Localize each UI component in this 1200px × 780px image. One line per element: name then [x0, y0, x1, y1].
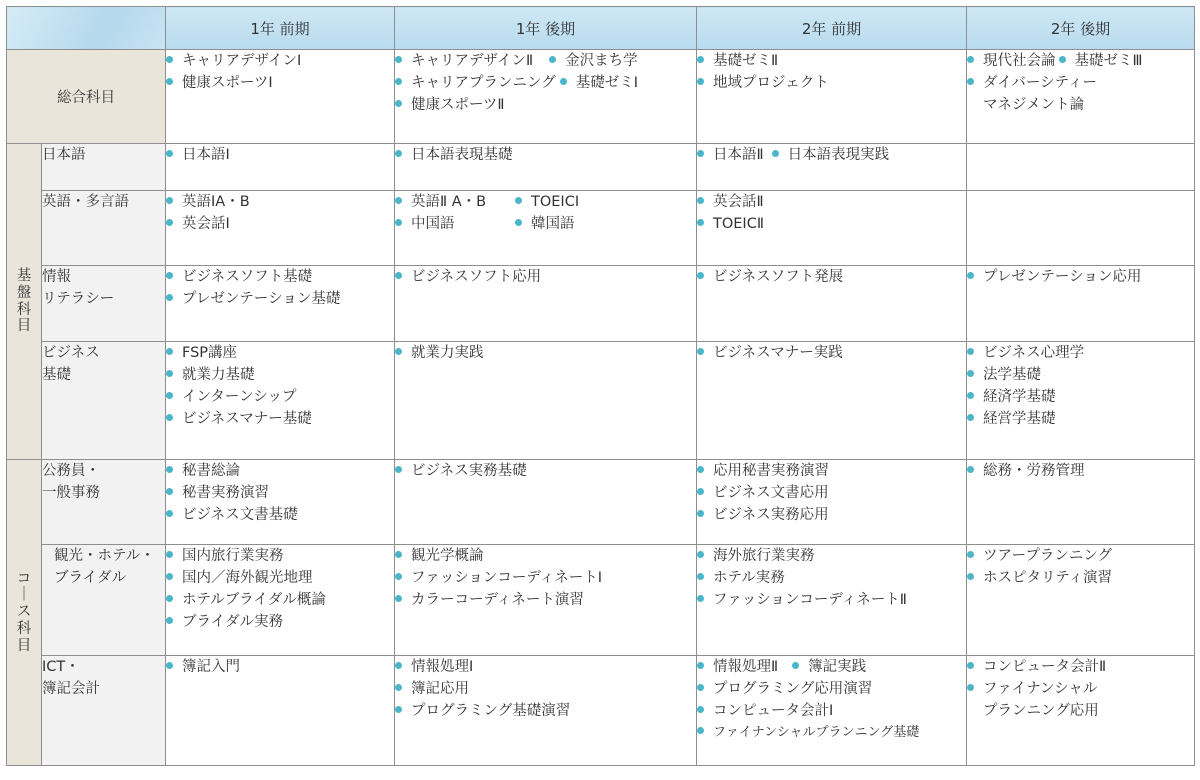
cell-joho-2 — [395, 266, 697, 342]
bullet-icon — [967, 272, 974, 279]
cell-sogo-2 — [395, 50, 697, 144]
bullet-icon — [697, 706, 704, 713]
bullet-icon — [967, 348, 974, 355]
subject-item: 応用秘書実務演習 — [697, 460, 966, 482]
cell-nihongo-3 — [697, 144, 967, 191]
cell-eigo-2 — [395, 191, 697, 266]
header-row — [7, 7, 1195, 50]
subject-item: 日本語Ⅰ — [166, 144, 394, 166]
subject-item: コンピュータ会計Ⅱ — [967, 656, 1194, 678]
cell-joho-3 — [697, 266, 967, 342]
bullet-icon — [515, 197, 522, 204]
vertical-label-char: 盤 — [16, 284, 32, 301]
cell-ict-2 — [395, 656, 697, 766]
subject-line: キャリアデザインⅡ 金沢まち学 — [395, 50, 696, 72]
vertical-label-char: 目 — [16, 637, 32, 654]
bullet-icon — [395, 551, 402, 558]
subject-item: 国内旅行業実務 — [166, 545, 394, 567]
subject-item: 法学基礎 — [967, 364, 1194, 386]
bullet-icon — [560, 78, 567, 85]
bullet-icon — [166, 78, 173, 85]
subject-item: ホテルブライダル概論 — [166, 589, 394, 611]
subject-item: カラーコーディネート演習 — [395, 589, 696, 611]
subject-item: ビジネスソフト発展 — [697, 266, 966, 288]
subject-line: キャリアプランニング 基礎ゼミⅠ — [395, 72, 696, 94]
row-eigo — [7, 191, 1195, 266]
bullet-icon — [967, 684, 974, 691]
bullet-icon — [697, 595, 704, 602]
cell-business-2 — [395, 342, 697, 460]
cell-kanko-3 — [697, 545, 967, 656]
subject-item: ホテル実務 — [697, 567, 966, 589]
bullet-icon — [166, 294, 173, 301]
bullet-icon — [395, 197, 402, 204]
row-sogo — [7, 50, 1195, 144]
cell-nihongo-2 — [395, 144, 697, 191]
sublabel-nihongo: 日本語 — [42, 144, 166, 191]
cell-kanko-2 — [395, 545, 697, 656]
bullet-icon — [395, 272, 402, 279]
vertical-label-char: ス — [16, 604, 32, 621]
sublabel-ict: ICT・ 簿記会計 — [42, 656, 166, 766]
subject-item: 就業力基礎 — [166, 364, 394, 386]
cell-business-3 — [697, 342, 967, 460]
subject-item: ダイバーシティー — [967, 72, 1194, 94]
subject-item: 経営学基礎 — [967, 408, 1194, 430]
cell-komuin-4 — [967, 460, 1195, 545]
bullet-icon — [697, 662, 704, 669]
cell-kanko-4 — [967, 545, 1195, 656]
subject-item: 日本語表現基礎 — [395, 144, 696, 166]
subject-item: ブライダル実務 — [166, 611, 394, 633]
bullet-icon — [697, 551, 704, 558]
cell-nihongo-1 — [166, 144, 395, 191]
subject-item: ビジネスソフト基礎 — [166, 266, 394, 288]
bullet-icon — [395, 706, 402, 713]
subject-item: 秘書実務演習 — [166, 482, 394, 504]
cell-sogo-3 — [697, 50, 967, 144]
bullet-icon — [166, 551, 173, 558]
header-2-second: 2年 後期 — [967, 7, 1195, 50]
curriculum-table — [6, 6, 1195, 766]
sublabel-eigo: 英語・多言語 — [42, 191, 166, 266]
bullet-icon — [166, 197, 173, 204]
bullet-icon — [166, 510, 173, 517]
subject-item: コンピュータ会計Ⅰ — [697, 700, 966, 722]
subject-item: ビジネス文書応用 — [697, 482, 966, 504]
bullet-icon — [395, 573, 402, 580]
subject-item: TOEICⅡ — [697, 213, 966, 235]
row-business — [7, 342, 1195, 460]
subject-line: 情報処理Ⅱ 簿記実践 — [697, 656, 966, 678]
vertical-label — [17, 571, 32, 654]
subject-item: キャリアデザインⅠ — [166, 50, 394, 72]
header-1-second: 1年 後期 — [395, 7, 697, 50]
subject-item: 情報処理Ⅰ — [395, 656, 696, 678]
subject-item: プログラミング応用演習 — [697, 678, 966, 700]
row-komuin — [7, 460, 1195, 545]
cell-komuin-3 — [697, 460, 967, 545]
subject-item: ファッションコーディネートⅠ — [395, 567, 696, 589]
vertical-label-char: ｜ — [16, 587, 32, 604]
bullet-icon — [166, 150, 173, 157]
subject-item: 秘書総論 — [166, 460, 394, 482]
bullet-icon — [697, 56, 704, 63]
cell-business-4 — [967, 342, 1195, 460]
bullet-icon — [395, 150, 402, 157]
subject-item: 就業力実践 — [395, 342, 696, 364]
subject-item: 健康スポーツⅡ — [395, 94, 696, 116]
bullet-icon — [166, 56, 173, 63]
bullet-icon — [967, 56, 974, 63]
group-label-course — [7, 460, 42, 766]
bullet-icon — [166, 617, 173, 624]
row-ict — [7, 656, 1195, 766]
subject-item: 基礎ゼミⅡ — [697, 50, 966, 72]
bullet-icon — [967, 78, 974, 85]
bullet-icon — [395, 100, 402, 107]
subject-item: ビジネス実務基礎 — [395, 460, 696, 482]
bullet-icon — [395, 219, 402, 226]
bullet-icon — [549, 56, 556, 63]
bullet-icon — [697, 466, 704, 473]
subject-item: 英会話Ⅰ — [166, 213, 394, 235]
bullet-icon — [166, 573, 173, 580]
bullet-icon — [395, 78, 402, 85]
subject-item: 国内／海外観光地理 — [166, 567, 394, 589]
subject-item: 地域プロジェクト — [697, 72, 966, 94]
subject-item: ファッションコーディネートⅡ — [697, 589, 966, 611]
subject-continuation: プランニング応用 — [983, 703, 1099, 719]
bullet-icon — [697, 727, 704, 734]
cell-komuin-1 — [166, 460, 395, 545]
subject-item: 経済学基礎 — [967, 386, 1194, 408]
bullet-icon — [1059, 56, 1066, 63]
vertical-label-char: 科 — [16, 620, 32, 637]
subject-item: ファイナンシャル — [967, 678, 1194, 700]
row-nihongo — [7, 144, 1195, 191]
vertical-label-char: 科 — [16, 301, 32, 318]
bullet-icon — [166, 488, 173, 495]
bullet-icon — [166, 414, 173, 421]
bullet-icon — [395, 348, 402, 355]
subject-line: 英語Ⅱ A・B TOEICⅠ — [395, 191, 696, 213]
bullet-icon — [515, 219, 522, 226]
subject-item: FSP講座 — [166, 342, 394, 364]
cell-joho-4 — [967, 266, 1195, 342]
subject-item: プレゼンテーション基礎 — [166, 288, 394, 310]
subject-item: ビジネスマナー実践 — [697, 342, 966, 364]
header-2-first: 2年 前期 — [697, 7, 967, 50]
bullet-icon — [697, 219, 704, 226]
vertical-label-char: 目 — [16, 318, 32, 335]
bullet-icon — [967, 466, 974, 473]
bullet-icon — [967, 573, 974, 580]
bullet-icon — [697, 348, 704, 355]
cell-nihongo-4 — [967, 144, 1195, 191]
cell-sogo-4 — [967, 50, 1195, 144]
subject-item: ビジネス実務応用 — [697, 504, 966, 526]
subject-item: ホスピタリティ演習 — [967, 567, 1194, 589]
cell-ict-4 — [967, 656, 1195, 766]
bullet-icon — [967, 662, 974, 669]
cell-sogo-1 — [166, 50, 395, 144]
subject-item: ビジネス心理学 — [967, 342, 1194, 364]
bullet-icon — [395, 595, 402, 602]
subject-item: プレゼンテーション応用 — [967, 266, 1194, 288]
header-1-first: 1年 前期 — [166, 7, 395, 50]
cell-eigo-3 — [697, 191, 967, 266]
cell-ict-3 — [697, 656, 967, 766]
bullet-icon — [967, 370, 974, 377]
bullet-icon — [166, 219, 173, 226]
row-kanko — [7, 545, 1195, 656]
vertical-label-char: 基 — [16, 268, 32, 285]
vertical-label — [17, 268, 32, 335]
bullet-icon — [166, 348, 173, 355]
bullet-icon — [772, 150, 779, 157]
sublabel-kanko: 観光・ホテル・ ブライダル — [42, 545, 166, 656]
bullet-icon — [166, 595, 173, 602]
bullet-icon — [697, 150, 704, 157]
subject-item: プログラミング基礎演習 — [395, 700, 696, 722]
subject-item: ファイナンシャルプランニング基礎 — [697, 722, 966, 744]
bullet-icon — [697, 197, 704, 204]
bullet-icon — [967, 414, 974, 421]
bullet-icon — [697, 272, 704, 279]
subject-item: インターンシップ — [166, 386, 394, 408]
bullet-icon — [967, 392, 974, 399]
subject-item: 簿記入門 — [166, 656, 394, 678]
subject-item: 海外旅行業実務 — [697, 545, 966, 567]
bullet-icon — [166, 466, 173, 473]
bullet-icon — [166, 370, 173, 377]
subject-item: ビジネスマナー基礎 — [166, 408, 394, 430]
subject-item: 簿記応用 — [395, 678, 696, 700]
subject-item: 英語ⅠA・B — [166, 191, 394, 213]
subject-line: 現代社会論 基礎ゼミⅢ — [967, 50, 1194, 72]
cell-business-1 — [166, 342, 395, 460]
bullet-icon — [792, 662, 799, 669]
header-corner — [7, 7, 166, 50]
bullet-icon — [967, 551, 974, 558]
bullet-icon — [166, 662, 173, 669]
subject-item: 健康スポーツⅠ — [166, 72, 394, 94]
cell-joho-1 — [166, 266, 395, 342]
bullet-icon — [697, 573, 704, 580]
bullet-icon — [166, 272, 173, 279]
cell-ict-1 — [166, 656, 395, 766]
bullet-icon — [697, 488, 704, 495]
sublabel-joho: 情報 リテラシー — [42, 266, 166, 342]
bullet-icon — [166, 392, 173, 399]
subject-line: 日本語Ⅱ 日本語表現実践 — [697, 144, 966, 166]
bullet-icon — [395, 662, 402, 669]
group-label-kiban — [7, 144, 42, 460]
subject-item: ビジネスソフト応用 — [395, 266, 696, 288]
group-label-sogo: 総合科目 — [7, 50, 166, 144]
cell-eigo-1 — [166, 191, 395, 266]
cell-eigo-4 — [967, 191, 1195, 266]
subject-item: 英会話Ⅱ — [697, 191, 966, 213]
bullet-icon — [697, 510, 704, 517]
sublabel-business: ビジネス 基礎 — [42, 342, 166, 460]
row-joho — [7, 266, 1195, 342]
bullet-icon — [395, 684, 402, 691]
sublabel-komuin: 公務員・ 一般事務 — [42, 460, 166, 545]
subject-item: ビジネス文書基礎 — [166, 504, 394, 526]
subject-item: 総務・労務管理 — [967, 460, 1194, 482]
subject-item: ツアープランニング — [967, 545, 1194, 567]
bullet-icon — [697, 78, 704, 85]
bullet-icon — [395, 56, 402, 63]
subject-continuation: マネジメント論 — [983, 97, 1085, 113]
cell-komuin-2 — [395, 460, 697, 545]
bullet-icon — [395, 466, 402, 473]
vertical-label-char: コ — [16, 570, 32, 587]
bullet-icon — [697, 684, 704, 691]
cell-kanko-1 — [166, 545, 395, 656]
subject-line: 中国語 韓国語 — [395, 213, 696, 235]
subject-item: 観光学概論 — [395, 545, 696, 567]
